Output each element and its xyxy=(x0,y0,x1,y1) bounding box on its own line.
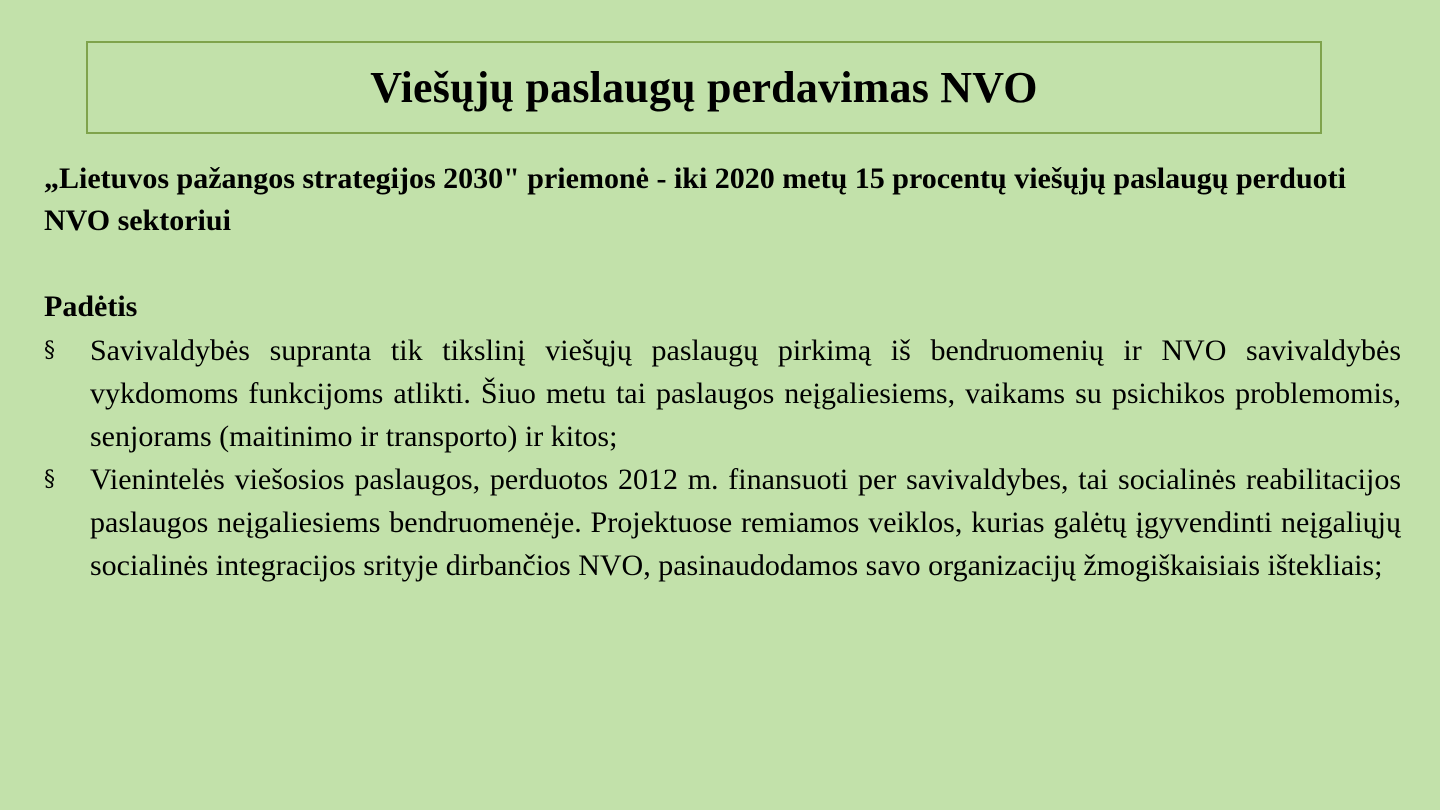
intro-statement: „Lietuvos pažangos strategijos 2030" priemonė - iki 2020 metų 15 procentų viešųjų paslaugų perduoti NVO sektoriui xyxy=(44,162,1346,237)
bullet-item xyxy=(44,329,1401,458)
section-sign-icon: § xyxy=(44,467,55,492)
slide-title: Viešųjų paslaugų perdavimas NVO xyxy=(370,62,1038,112)
section-heading: Padėtis xyxy=(44,290,138,323)
bullet-item xyxy=(44,458,1401,587)
section-sign-icon: § xyxy=(44,338,55,363)
bullet-list xyxy=(44,329,1401,587)
title-box xyxy=(86,41,1322,134)
bullet-text: Vienintelės viešosios paslaugos, perduotos 2012 m. finansuoti per savivaldybes, tai socialinės reabilitacijos paslaugos neįgaliesiems bendruomenėje. Projektuose remiamos veiklos, kurias galėtų įgyvendinti neįgaliųjų socialinės integracijos srityje dirbančios NVO, pasinaudodamos savo organizacijų žmogiškaisiais ištekliais; xyxy=(90,463,1401,582)
bullet-text: Savivaldybės supranta tik tikslinį viešųjų paslaugų pirkimą iš bendruomenių ir NVO savivaldybės vykdomoms funkcijoms atlikti. Šiuo metu tai paslaugos neįgaliesiems, vaikams su psichikos problemomis, senjorams (maitinimo ir transporto) ir kitos; xyxy=(90,334,1401,453)
